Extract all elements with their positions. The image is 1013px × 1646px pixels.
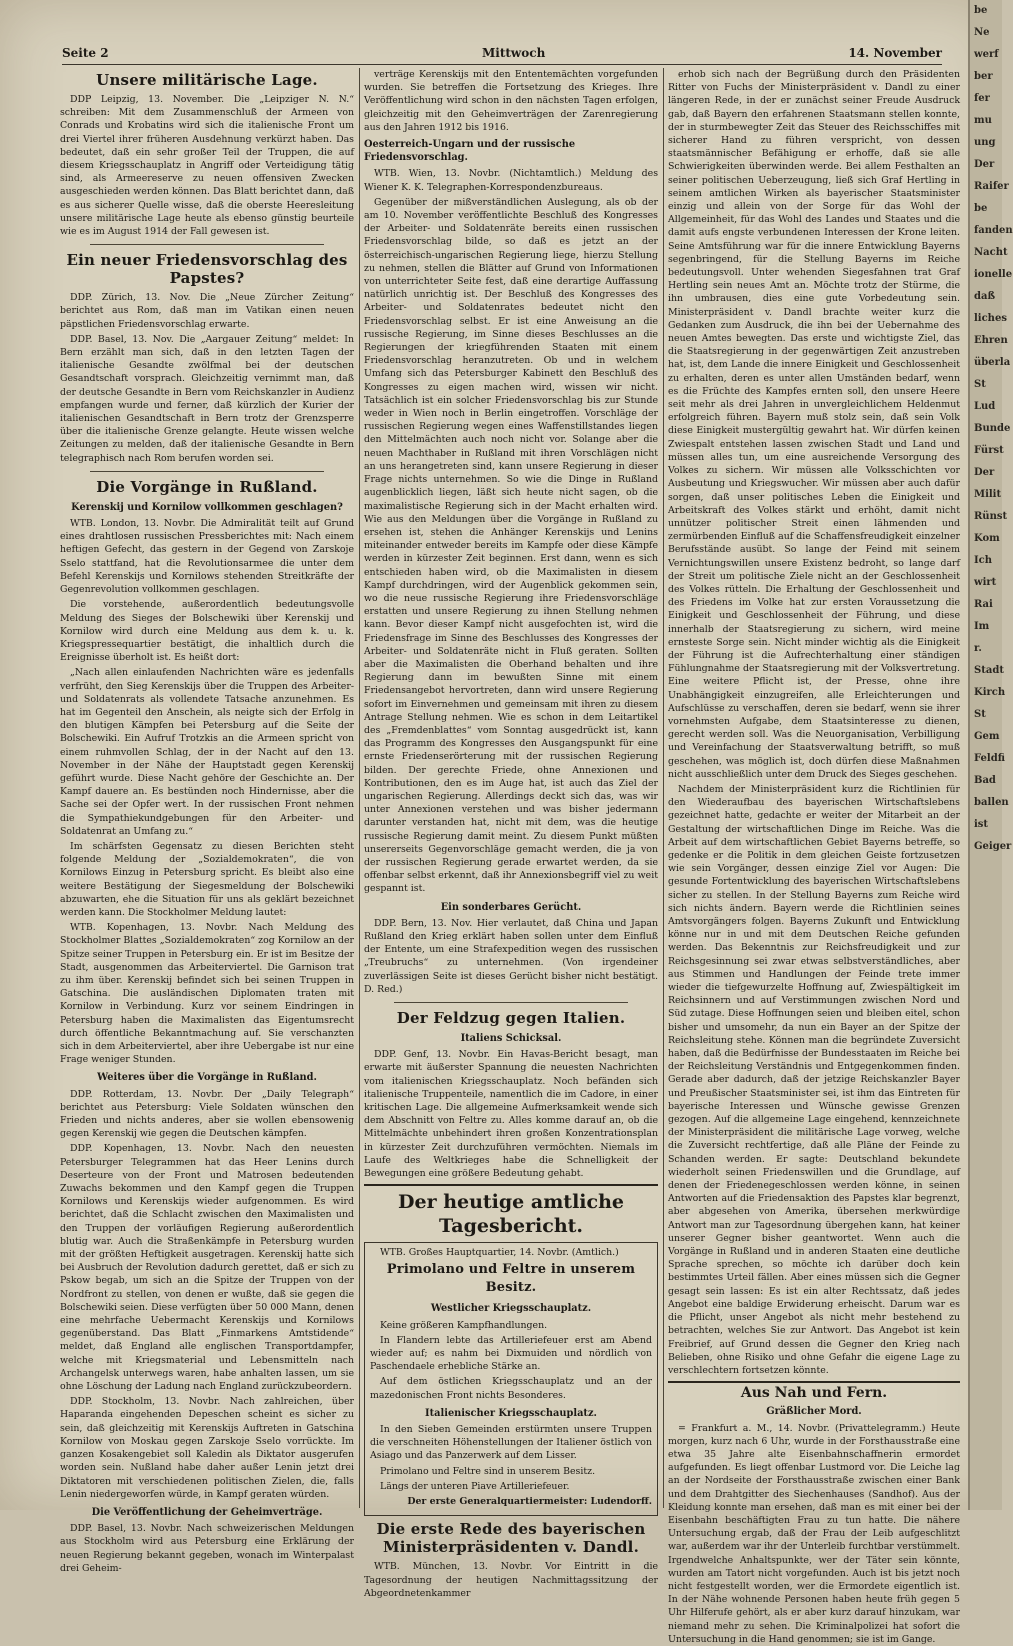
- article-paragraph: WTB. Kopenhagen, 13. Novbr. Nach Meldung des Stockholmer Blattes „Sozialdemokraten“ zog Kornilow an der Spitze seiner Truppen in Petersburg ein. Er ist im Besitze der Stadt, ausgenommen das Arbeiterviertel. Die Garnison trat zu ihm über. Kerenskij befindet sich bei seinen Truppen in Gatschina. Die ausländischen Diplomaten traten mit Kornilow in Verbindung. Kurz vor seinem Eindringen in Petersburg haben die Maximalisten das Eigentumsrecht durch öffentliche Bekanntmachung auf. Sie verschanzten sich in dem Arbeiterviertel, aber ihre Uebergabe ist nur eine Frage weniger Stunden.: [60, 922, 354, 1066]
- edge-fragment: wirt: [974, 577, 997, 588]
- edge-fragment: überla: [974, 357, 1011, 368]
- headline-russia: Die Vorgänge in Rußland.: [96, 477, 318, 496]
- divider: [90, 244, 324, 245]
- edge-fragment: Feldfi: [974, 753, 1005, 764]
- edge-fragment: fanden: [974, 225, 1013, 236]
- column-2: [364, 68, 658, 1599]
- edge-fragment: Stadt: [974, 665, 1004, 676]
- divider: [394, 1002, 628, 1003]
- adjacent-page-edge: [968, 0, 1013, 1510]
- edge-fragment: Kom: [974, 533, 1000, 544]
- edge-fragment: be: [974, 203, 988, 214]
- edge-fragment: daß: [974, 291, 996, 302]
- column-rule-2: [663, 68, 664, 1508]
- report-paragraph: Keine größeren Kampfhandlungen.: [380, 1319, 548, 1331]
- article-paragraph: DDP. Basel, 13. Novbr. Nach schweizerischen Meldungen aus Stockholm wird aus Petersburg eine Erklärung der neuen Regierung bekannt gegeben, wonach im Winterpalast drei Geheim-: [60, 1523, 354, 1574]
- edge-fragment: St: [974, 379, 986, 390]
- page-number: Seite 2: [62, 46, 109, 60]
- article-paragraph: DDP Leipzig, 13. November. Die „Leipziger N. N.“ schreiben: Mit dem Zusammenschluß der Armeen von Conrads und Krobatins wird sich die italienische Front um drei Viertel ihrer früheren Ausdehnung verkürzt haben. Das bedeutet, daß ein sehr großer Teil der Truppen, die auf diesem Kriegsschauplatz in Angriff oder Verteidigung tätig sind, als Armeereserve zu neuen offensiven Zwecken ausgeschieden werden können. Das Blatt berichtet dann, daß es aus sicherer Quelle wisse, daß die oberste Heeresleitung unsere militärische Lage heute als ebenso günstig beurteile wie es im August 1914 der Fall gewesen ist.: [60, 94, 354, 238]
- article-paragraph: DDP. Zürich, 13. Nov. Die „Neue Zürcher Zeitung“ berichtet aus Rom, daß man im Vatikan einen neuen päpstlichen Friedensvorschlag erwarte.: [60, 292, 354, 330]
- article-paragraph: Nachdem der Ministerpräsident kurz die Richtlinien für den Wiederaufbau des bayerischen Wirtschaftslebens gezeichnet hatte, gedachte er weiter der Mitarbeit an der Gestaltung der wirtschaftlichen Dinge im Reiche. Was die Arbeit auf dem wirtschaftlichen Gebiet Bayerns betreffe, so gedenke er die Politik in dem gleichen Geiste fortzusetzen wie sein Vorgänger, dessen einzige Ziel vor Augen: Die gesunde Fortentwicklung des bayerischen Wirtschaftslebens sicher zu stellen. In der Stellung Bayerns zum Reiche wird sich nichts ändern. Bayern werde die Richtlinien seines Amtsvorgängers folgen. Bayerns Zukunft und Entwicklung könne nur in und mit dem Deutschen Reiche gefunden werden. Das Bekenntnis zur Reichsfreudigkeit und zur Reichsgesinnung sei zwar etwas selbstverständliches, aber aus Stimmen und Handlungen der Feinde trete immer wieder die tiefgewurzelte Hoffnung auf, Zwiespältigkeit im Reichsinnern und auf Verstimmungen zwischen Nord und Süd zutage. Diese Hoffnungen seien und bleiben eitel, schon bisher und umsomehr, da nun ein Bayer an der Spitze der Reichsleitung stehe. Können man die begründete Zuversicht haben, daß die Bedürfnisse der Bundesstaaten im Reiche bei der Reichsleitung Verständnis und Entgegenkommen finden. Gerade aber dadurch, daß der jetzige Reichskanzler Bayer und Preußischer Staatsminister sei, ist ihm das Eintreten für bayerische Interessen und Wünsche gewisse Grenzen gezogen. Auf die allgemeine Lage eingehend, kennzeichnete der Ministerpräsident die militärische Lage vorweg, welche die Zuversicht rechtfertige, daß alle Pläne der Feinde zu Schanden werden. Er sagte: Deutschland bekundete wiederholt seinen Friedenswillen und die Grundlage, auf denen der Friedenegeschlossen werden könne, in seinen Antworten auf die Friedensaktion des Papstes klar begrenzt, aber abgesehen von Amerika, übersehen merkwürdige Antwort man zur Tagesordnung übergehen kann, hat keiner unserer Gegner bisher geantwortet. Wenn auch die Vorgänge in Rußland und in anderen Staaten eine deutliche Sprache sprechen, so möchte ich darüber doch kein bestimmtes Urteil fällen. Aber eines müssen sich die Gegner gesagt sein lassen: Es ist ein alter Rechtssatz, daß jedes Angebot eine baldige Erwiderung erheischt. Darum war es die Pflicht, unser Angebot als nicht mehr bestehend zu betrachten, welches Sie zur Antwort. Das Angebot ist kein Freibrief, auf Grund dessen die Gegner den Krieg nach Belieben, ohne Risiko und ohne Gefahr die eigene Lage zu verschlechtern fortsetzen könnte.: [668, 783, 960, 1376]
- edge-fragment: mu: [974, 115, 992, 126]
- report-paragraph: In den Sieben Gemeinden erstürmten unsere Truppen die verschneiten Höhenstellungen der Italiener östlich von Asiago und das Panzerwerk auf dem Lisser.: [370, 1424, 652, 1462]
- edge-fragment: fer: [974, 93, 990, 104]
- edge-fragment: Milit: [974, 489, 1002, 500]
- article-paragraph: WTB. München, 13. Novbr. Vor Eintritt in die Tagesordnung der heutigen Nachmittagssitzung der Abgeordnetenkammer: [364, 1561, 658, 1599]
- edge-fragment: liches: [974, 313, 1007, 324]
- article-paragraph: Die vorstehende, außerordentlich bedeutungsvolle Meldung des Sieges der Bolschewiki über Kerenskij und Kornilow wird durch eine Meldung aus dem k. u. k. Kriegspressequartier bestätigt, die inhaltlich durch die Ereignisse überholt ist. Es heißt dort:: [60, 599, 354, 664]
- edge-fragment: St: [974, 709, 986, 720]
- edge-fragment: Im: [974, 621, 990, 632]
- edge-fragment: Fürst: [974, 445, 1004, 456]
- edge-fragment: Ich: [974, 555, 993, 566]
- subheadline: Westlicher Kriegsschauplatz.: [430, 1303, 592, 1315]
- edge-fragment: be: [974, 5, 988, 16]
- page-header: [62, 44, 942, 65]
- edge-fragment: werf: [974, 49, 999, 60]
- article-paragraph: „Nach allen einlaufenden Nachrichten wäre es jedenfalls verfrüht, den Sieg Kerenskijs über die Truppen des Arbeiter- und Soldatenrats als vollendete Tatsache anzunehmen. Es hat im Gegenteil den Anschein, als neigte sich der Erfolg in den blutigen Kämpfen bei Petersburg auf die Seite der Bolschewiki. Ein Aufruf Trotzkis an die Armeen spricht von einem ruhmvollen Schlag, der in der Nacht auf den 13. November in der Nähe der Hauptstadt gegen Kerenskij geführt wurde. Diese Nacht gehöre der Geschichte an. Der Kampf dauere an. Es bestünden noch Hindernisse, aber die Sache sei der Opfer wert. In der russischen Front nehmen die Sympathiekundgebungen für den Arbeiter- und Soldatenrat an Umfang zu.“: [60, 667, 354, 837]
- headline-rumor: Ein sonderbares Gerücht.: [440, 901, 582, 913]
- edge-fragment: Bunde: [974, 423, 1011, 434]
- report-headline: Primolano und Feltre in unserem Besitz.: [386, 1262, 636, 1296]
- article-paragraph: DDP. Stockholm, 13. Novbr. Nach zahlreichen, über Haparanda eingehenden Depeschen scheint es sicher zu sein, daß gleichzeitig mit Kerenskijs Auftreten in Gatschina Kornilow von Moskau gegen Zarskoje Sselo vorrückte. Im ganzen Kosakengebiet soll Kaledin als Diktator ausgerufen worden sein. Nußland habe daher außer Lenin jetzt drei Diktatoren mit verschiedenen politischen Zielen, die, falls Lenin niedergeworfen würde, in Kampf geraten würden.: [60, 1396, 354, 1500]
- edge-fragment: ionelle: [974, 269, 1013, 280]
- edge-fragment: ist: [974, 819, 989, 830]
- edge-fragment: Raifer: [974, 181, 1009, 192]
- edge-fragment: Bad: [974, 775, 996, 786]
- column-3: [668, 68, 960, 1645]
- edge-fragment: ber: [974, 71, 993, 82]
- report-paragraph: Längs der unteren Piave Artilleriefeuer.: [380, 1480, 570, 1492]
- article-paragraph: = Frankfurt a. M., 14. Novbr. (Privattelegramm.) Heute morgen, kurz nach 6 Uhr, wurde in der Forsthausstraße eine etwa 35 Jahre alte Eisenbahnschaffnerin ermordet aufgefunden. Es liegt offenbar Lustmord vor. Die Leiche lag an der Nordseite der Forsthausstraße zwischen einer Bank und dem Drahtgitter des Siechenhauses (Sandhof). Aus der Kleidung konnte man ersehen, daß man es mit einer bei der Eisenbahn beschäftigten Frau zu tun hatte. Die nähere Untersuchung ergab, daß der Frau der Leib aufgeschlitzt war, außerdem war ihr der Unterleib furchtbar verstümmelt. Irgendwelche Anhaltspunkte, wer der Täter sein könnte, wurden am Tatort nicht vorgefunden. Auch ist bis jetzt noch nicht festgestellt worden, wer die Ermordete eigentlich ist. In der Nähe wohnende Personen haben heute früh gegen 5 Uhr Hilferufe gehört, als er aber kurz darauf hinzukam, war niemand mehr zu sehen. Die Kriminalpolizei hat sofort die Untersuchung in die Hand genommen; sie ist im Gange.: [668, 1422, 960, 1645]
- headline-military-situation: Unsere militärische Lage.: [96, 71, 318, 89]
- daily-report-box: [364, 1242, 658, 1516]
- subheadline: Gräßlicher Mord.: [766, 1406, 862, 1418]
- article-paragraph: DDP. Kopenhagen, 13. Novbr. Nach den neuesten Petersburger Telegrammen hat das Heer Lenins durch Deserteure von der Front und Matrosen bedeutenden Zuwachs bekommen und den Kampf gegen die Truppen Kornilows und Kerenskijs wieder aufgenommen. Es wird berichtet, daß die Schlacht zwischen den Maximalisten und den Truppen der vorläufigen Regierung außerordentlich blutig war. Auch die Straßenkämpfe in Petersburg wurden mit der größten Heftigkeit ausgetragen. Kerenskij hatte sich bei Ausbruch der Revolution dadurch gerettet, daß er sich zu Pskow begab, um sich an die Spitze der Truppen von der Nordfront zu stellen, von denen er wußte, daß sie gegen die Bolschewiki seien. Diese verfügten über 50 000 Mann, denen eine mehrfache Uebermacht Kerenskijs und Kornilows gegenüberstand. Das Blatt „Finmarkens Amtstidende“ meldet, daß England alle englischen Transportdampfer, welche mit Kriegsmaterial und Lebensmitteln nach Archangelsk unterwegs waren, habe anhalten lassen, um sie ohne Löschung der Ladung nach England zurückzubeordern.: [60, 1143, 354, 1393]
- article-paragraph: WTB. Wien, 13. Novbr. (Nichtamtlich.) Meldung des Wiener K. K. Telegraphen-Korrespondenzbureaus.: [364, 168, 658, 193]
- weekday: Mittwoch: [482, 46, 546, 60]
- headline-austria-hungary: Oesterreich-Ungarn und der russische Friedensvorschlag.: [364, 139, 576, 164]
- edge-fragment: Der: [974, 159, 995, 170]
- date: 14. November: [848, 46, 942, 60]
- article-paragraph: DDP. Genf, 13. Novbr. Ein Havas-Bericht besagt, man erwarte mit äußerster Spannung die neuesten Nachrichten vom italienischen Kriegsschauplatz. Noch befänden sich italienische Truppenteile, namentlich die im Cadore, in einer kritischen Lage. Die allgemeine Aufmerksamkeit wende sich dem Abschnitt von Feltre zu. Alles komme darauf an, ob die Mittelmächte unbehindert ihren großen Konzentrationsplan in kürzester Zeit durchzuführen vermöchten. Niemals im Laufe des Weltkrieges habe die Schnelligkeit der Bewegungen eine größere Bedeutung gehabt.: [364, 1049, 658, 1180]
- headline-dandl-speech: Die erste Rede des bayerischen Ministerpräsidenten v. Dandl.: [376, 1520, 646, 1557]
- headline-local-news: Aus Nah und Fern.: [668, 1381, 960, 1400]
- column-rule-1: [359, 68, 360, 1508]
- edge-fragment: Rünst: [974, 511, 1008, 522]
- headline-pope-proposal: Ein neuer Friedensvorschlag des Papstes?: [66, 251, 348, 288]
- headline-daily-report: Der heutige amtliche Tagesbericht.: [364, 1184, 658, 1238]
- edge-fragment: Geiger: [974, 841, 1012, 852]
- article-paragraph: WTB. London, 13. Novbr. Die Admiralität teilt auf Grund eines drahtlosen russischen Pressberichtes mit: Nach einem heftigen Gefecht, das gestern in der Gegend von Zarskoje Sselo stattfand, hat die Revolutionsarmee die unter dem Befehl Kerenskijs und Kornilows stehenden Streitkräfte der Gegenrevolution vollkommen geschlagen.: [60, 518, 354, 596]
- article-paragraph: DDP. Basel, 13. Nov. Die „Aargauer Zeitung“ meldet: In Bern erzählt man sich, daß in den letzten Tagen der italienische Gesandte zwölfmal bei der deutschen Gesandtschaft vorsprach. Gleichzeitig vernimmt man, daß der deutsche Gesandte in Bern vom Reichskanzler in Audienz empfangen wurde und ferner, daß kürzlich der Kurier der italienischen Gesandtschaft in Bern trotz der Grenzsperre über die italienische Grenze gelangte. Heute wissen welche Zeitungen zu melden, daß der italienische Gesandte in Bern telegraphisch nach Rom berufen worden sei.: [60, 333, 354, 464]
- headline-campaign-italy: Der Feldzug gegen Italien.: [396, 1009, 626, 1028]
- edge-fragment: r.: [974, 643, 982, 654]
- edge-fragment: Nacht: [974, 247, 1008, 258]
- edge-fragment: Ehren: [974, 335, 1008, 346]
- edge-fragment: ballen: [974, 797, 1009, 808]
- edge-fragment: Ne: [974, 27, 990, 38]
- edge-fragment: ung: [974, 137, 996, 148]
- subheadline: Weiteres über die Vorgänge in Rußland.: [97, 1072, 317, 1084]
- divider: [90, 471, 324, 472]
- edge-fragment: Rai: [974, 599, 993, 610]
- report-paragraph: Primolano und Feltre sind in unserem Besitz.: [380, 1465, 596, 1477]
- article-paragraph: DDP. Rotterdam, 13. Novbr. Der „Daily Telegraph“ berichtet aus Petersburg: Viele Soldaten wünschen den Frieden und nichts anderes, aber sie wollen ebensowenig gegen Kerenskij wie gegen die Deutschen kämpfen.: [60, 1088, 354, 1140]
- report-dateline: WTB. Großes Hauptquartier, 14. Novbr. (Amtlich.): [380, 1247, 619, 1259]
- article-paragraph: Gegenüber der mißverständlichen Auslegung, als ob der am 10. November veröffentlichte Beschluß des Kongresses der Arbeiter- und Soldatenräte bereits einen russischen Friedensvorschlag bilde, so daß es jetzt an der österreichisch-ungarischen Regierung liege, hierzu Stellung zu nehmen, stellen die Blätter auf Grund von Informationen von unterrichteter Seite fest, daß eine derartige Auffassung natürlich unrichtig ist. Der Beschluß des Kongresses des Arbeiter- und Soldatenrates bedeutet nicht den Friedensvorschlag selbst. Er ist eine Anweisung an die russische Regierung, im Sinne dieses Beschlusses an die Regierungen der kriegführenden Staaten mit einem Friedensvorschlag heranzutreten. Ob und in welchem Umfang sich das Petersburger Kabinett den Beschluß des Kongresses zu eigen machen wird, wissen wir nicht. Tatsächlich ist ein solcher Friedensvorschlag bis zur Stunde weder in Wien noch in Berlin eingetroffen. Vorschläge der russischen Regierung wegen eines Waffenstillstandes liegen den Mittelmächten auch noch nicht vor. Solange aber die neuen Machthaber in Rußland mit ihren Vorschlägen nicht an uns herangetreten sind, kann unsere Regierung in dieser Frage nichts unternehmen. So wie die Dinge in Rußland augenblicklich liegen, läßt sich heute nicht sagen, ob die maximalistische Regierung sich in der Macht erhalten wird. Wie aus den Meldungen über die Vorgänge in Rußland zu ersehen ist, stehen die Anhänger Kerenskijs und Lenins miteinander entweder bereits im Kampfe oder diese Kämpfe werden in kürzester Zeit beginnen. Erst dann, wenn es sich entschieden haben wird, ob die Maximalisten in diesem Kampf durchdringen, wird der Augenblick gekommen sein, wo die neue russische Regierung ihre Friedensvorschläge erstatten und unsere Regierung zu ihnen Stellung nehmen kann. Bevor dieser Kampf nicht ausgefochten ist, wird die Friedensfrage im Sinne des Beschlusses des Kongresses der Arbeiter- und Soldatenräte nicht in Fluß geraten. Sollten aber die Maximalisten die Oberhand behalten und ihre Regierung dann im bewußten Sinne mit einem Friedensangebot hervortreten, dann wird unsere Regierung sofort im Einvernehmen und gemeinsam mit ihren zu diesem Antrage Stellung nehmen. Wie es schon in dem Leitartikel des „Fremdenblattes“ vom Sonntag ausgedrückt ist, kann das Programm des Kongresses den Ausgangspunkt für eine ernste Friedenserörterung mit der russischen Regierung bilden. Der gerechte Friede, ohne Annexionen und Kontributionen, den es im Auge hat, ist auch das Ziel der ungarischen Regierung. Allerdings deckt sich das, was wir unter Annexionen verstehen und was bisher jedermann darunter verstanden hat, nicht mit dem, was die heutige russische Regierung damit meint. Zu diesem Punkt müßten unsererseits Gegenvorschläge gemacht werden, die ja von der russischen Regierung gerade erwartet werden, da sie offenbar selbst erkennt, daß ihr Annexionsbegriff viel zu weit gespannt ist.: [364, 196, 658, 895]
- subheadline: Kerenskij und Kornilow vollkommen geschlagen?: [71, 501, 343, 513]
- subheadline: Die Veröffentlichung der Geheimverträge.: [91, 1506, 323, 1518]
- edge-fragment: Kirch: [974, 687, 1006, 698]
- article-paragraph: Im schärfsten Gegensatz zu diesen Berichten steht folgende Meldung der „Sozialdemokraten“, die von Kornilows Einzug in Petersburg spricht. Es bleibt also eine weitere Bestätigung der Siegesmeldung der Bolschewiki abzuwarten, ehe die Situation für uns als geklärt bezeichnet werden kann. Die Stockholmer Meldung lautet:: [60, 840, 354, 918]
- signature: Der erste Generalquartiermeister: Ludendorff.: [407, 1496, 652, 1508]
- edge-fragment: Der: [974, 467, 995, 478]
- subheadline: Italienischer Kriegsschauplatz.: [425, 1407, 597, 1419]
- subheadline: Italiens Schicksal.: [460, 1033, 562, 1045]
- report-paragraph: In Flandern lebte das Artilleriefeuer erst am Abend wieder auf; es nahm bei Dixmuiden und nördlich von Paschendaele erhebliche Stärke an.: [370, 1334, 652, 1373]
- column-1: [60, 68, 354, 1574]
- article-paragraph: verträge Kerenskijs mit den Ententemächten vorgefunden wurden. Sie betreffen die Fortsetzung des Krieges. Ihre Veröffentlichung wird schon in den nächsten Tagen erfolgen, gleichzeitig mit den Geheimverträgen der Zarenregierung aus den Jahren 1912 bis 1916.: [364, 69, 658, 133]
- edge-fragment: Gem: [974, 731, 1000, 742]
- article-paragraph: DDP. Bern, 13. Nov. Hier verlautet, daß China und Japan Rußland den Krieg erklärt haben sollen unter dem Einfluß der Entente, um eine Strafexpedition wegen des russischen „Treubruchs“ zu unternehmen. (Von irgendeiner zuverlässigen Seite ist dieses Gerücht bisher nicht bestätigt. D. Red.): [364, 917, 658, 995]
- report-paragraph: Auf dem östlichen Kriegsschauplatz und an der mazedonischen Front nichts Besonderes.: [370, 1376, 652, 1401]
- edge-fragment: Lud: [974, 401, 996, 412]
- article-paragraph: erhob sich nach der Begrüßung durch den Präsidenten Ritter von Fuchs der Ministerpräsident v. Dandl zu einer längeren Rede, in der er zunächst seiner Freude Ausdruck gab, daß Bayern den erfahrenen Staatsmann stellen konnte, der in sturmbewegter Zeit das Steuer des Reichsschiffes mit sicherer Hand zu führen verspricht, von dessen staatsmännischer Befähigung er erhoffe, daß sie alle Schwierigkeiten überwinden werde. Bei allem Festhalten an seiner politischen Ueberzeugung, ließ sich Graf Hertling in seinem amtlichen Wirken als bayerischer Staatsminister einzig und allein von der Sorge für das Wohl der Allgemeinheit, für das Wohl des Landes und Staates und die damit aufs engste verbundenen Interessen der Krone leiten. Seine Amtsführung war für die innere Entwicklung Bayerns segenbringend, für die Stellung Bayerns im Reiche bedeutungsvoll. Unter wehenden Siegesfahnen trat Graf Hertling sein neues Amt an. Möchte trotz der Stürme, die ihn umbrausen, dies eine gute Vorbedeutung sein. Ministerpräsident v. Dandl brachte weiter kurz die Gedanken zum Ausdruck, die ihn bei der Uebernahme des neuen Amtes bewegten. Das erste und wichtigste Ziel, das die Staatsregierung in der gegenwärtigen Zeit anzustreben hat, ist, dem Lande die innere Einigkeit und Geschlossenheit zu erhalten, deren es unter allen Umständen bedarf, wenn es die Früchte des Kampfes ernten soll, den unsere Heere seit mehr als drei Jahren in unvergleichlichem Heldenmut erfolgreich führen. Bayern muß stolz sein, daß sein Volk diese Einigkeit mustergültig gewahrt hat. Wir dürfen keinen Zwiespalt entstehen lassen zwischen Stadt und Land und müssen alles tun, um eine ausreichende Versorgung des Volkes zu sichern. Wir müssen alle Volksschichten vor Ausbeutung und Kriegswucher. Wir müssen aber auch dafür sorgen, daß unser politisches Leben die Einigkeit und Arbeitskraft des Volkes stärkt und erhöht, damit nicht unnützer politischer Streit einen lähmenden und zermürbenden Einfluß auf die Schaffensfreudigkeit einzelner Berufsstände ausübt. So lange der Feind mit seinem Vernichtungswillen unsere Existenz bedroht, so lange darf der Streit um politische Ziele nicht an der Geschlossenheit des Volkes rütteln. Die Erhaltung der Geschlossenheit und des Friedens im Volke hat zur ersten Voraussetzung die Einigkeit und Geschlossenheit der Führung, und diese innerhalb der Staatsregierung zu sichern, wird meine ernsteste Sorge sein. Nicht minder wichtig als die Einigkeit der Führung ist die Aufrechterhaltung einer ständigen Fühlungnahme der Staatsregierung mit der Volksvertretung. Eine weitere Pflicht ist, der Presse, ohne ihre Unabhängigkeit einzugreifen, alle Erleichterungen und Aufschlüsse zu verschaffen, deren sie bedarf, wenn sie ihrer vornehmsten Aufgabe, dem Staatsinteresse zu dienen, gerecht werden soll. Was die Neuorganisation, Verbilligung und Vereinfachung der Staatsverwaltung betrifft, so muß geschehen, was möglich ist, doch dürfen diese Maßnahmen nicht ausschließlich unter dem Druck des Sieges geschehen.: [668, 69, 960, 780]
